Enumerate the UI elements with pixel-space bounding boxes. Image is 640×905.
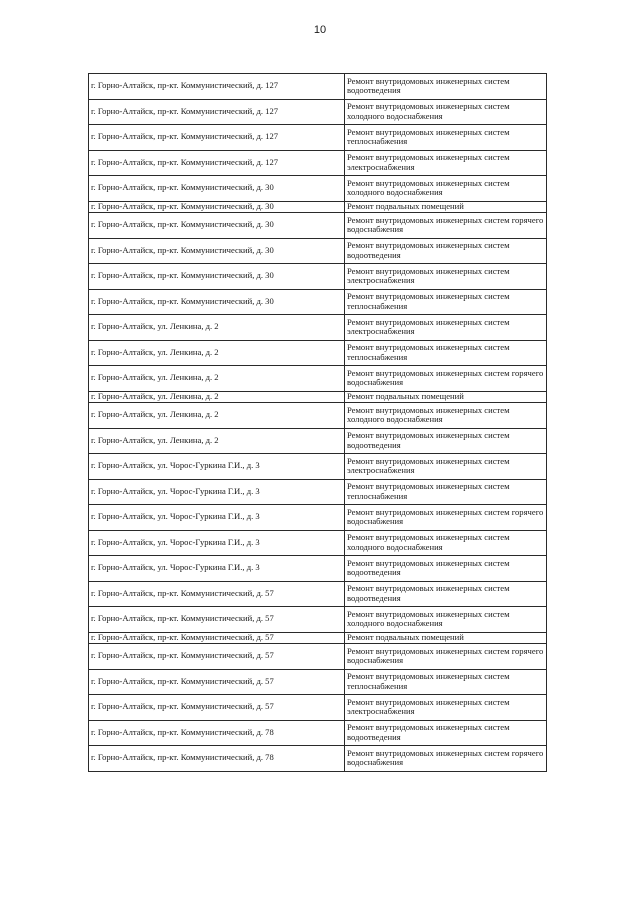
work-type-cell: Ремонт подвальных помещений	[345, 632, 547, 644]
address-cell: г. Горно-Алтайск, ул. Чорос-Гуркина Г.И., д. 3	[89, 505, 345, 531]
address-cell: г. Горно-Алтайск, ул. Ленкина, д. 2	[89, 391, 345, 403]
address-cell: г. Горно-Алтайск, пр-кт. Коммунистический, д. 30	[89, 176, 345, 202]
table-row	[89, 669, 547, 695]
work-type-cell: Ремонт подвальных помещений	[345, 201, 547, 213]
address-cell: г. Горно-Алтайск, пр-кт. Коммунистический, д. 127	[89, 150, 345, 176]
work-type-cell: Ремонт внутридомовых инженерных систем горячего водоснабжения	[345, 366, 547, 392]
table-row	[89, 644, 547, 670]
work-type-cell: Ремонт внутридомовых инженерных систем теплоснабжения	[345, 340, 547, 366]
table-row	[89, 556, 547, 582]
page-number: 10	[313, 24, 327, 36]
work-type-cell: Ремонт внутридомовых инженерных систем холодного водоснабжения	[345, 176, 547, 202]
table-row	[89, 428, 547, 454]
table-row	[89, 99, 547, 125]
work-type-cell: Ремонт внутридомовых инженерных систем водоотведения	[345, 238, 547, 264]
address-cell: г. Горно-Алтайск, пр-кт. Коммунистический, д. 57	[89, 695, 345, 721]
table-row	[89, 530, 547, 556]
work-type-cell: Ремонт внутридомовых инженерных систем электроснабжения	[345, 264, 547, 290]
table-row	[89, 479, 547, 505]
table-row	[89, 391, 547, 403]
address-cell: г. Горно-Алтайск, ул. Чорос-Гуркина Г.И., д. 3	[89, 556, 345, 582]
table-row	[89, 264, 547, 290]
work-type-cell: Ремонт внутридомовых инженерных систем холодного водоснабжения	[345, 99, 547, 125]
work-type-cell: Ремонт внутридомовых инженерных систем водоотведения	[345, 428, 547, 454]
work-type-cell: Ремонт внутридомовых инженерных систем электроснабжения	[345, 315, 547, 341]
work-type-cell: Ремонт внутридомовых инженерных систем горячего водоснабжения	[345, 644, 547, 670]
address-cell: г. Горно-Алтайск, пр-кт. Коммунистический, д. 57	[89, 669, 345, 695]
work-type-cell: Ремонт внутридомовых инженерных систем горячего водоснабжения	[345, 505, 547, 531]
table-row	[89, 74, 547, 100]
table-row	[89, 238, 547, 264]
table-row	[89, 632, 547, 644]
work-type-cell: Ремонт внутридомовых инженерных систем водоотведения	[345, 74, 547, 100]
work-type-cell: Ремонт внутридомовых инженерных систем теплоснабжения	[345, 669, 547, 695]
table-row	[89, 315, 547, 341]
address-cell: г. Горно-Алтайск, пр-кт. Коммунистический, д. 127	[89, 125, 345, 151]
table-body	[89, 74, 547, 772]
address-cell: г. Горно-Алтайск, ул. Ленкина, д. 2	[89, 403, 345, 429]
address-cell: г. Горно-Алтайск, ул. Ленкина, д. 2	[89, 340, 345, 366]
address-cell: г. Горно-Алтайск, ул. Ленкина, д. 2	[89, 366, 345, 392]
work-type-cell: Ремонт подвальных помещений	[345, 391, 547, 403]
work-type-cell: Ремонт внутридомовых инженерных систем холодного водоснабжения	[345, 607, 547, 633]
table-row	[89, 746, 547, 772]
table-row	[89, 403, 547, 429]
table-row	[89, 607, 547, 633]
address-cell: г. Горно-Алтайск, пр-кт. Коммунистический, д. 57	[89, 644, 345, 670]
table-row	[89, 695, 547, 721]
address-cell: г. Горно-Алтайск, пр-кт. Коммунистический, д. 127	[89, 99, 345, 125]
work-type-cell: Ремонт внутридомовых инженерных систем горячего водоснабжения	[345, 746, 547, 772]
table-row	[89, 505, 547, 531]
address-cell: г. Горно-Алтайск, пр-кт. Коммунистический, д. 30	[89, 213, 345, 239]
table-row	[89, 581, 547, 607]
address-cell: г. Горно-Алтайск, ул. Чорос-Гуркина Г.И., д. 3	[89, 454, 345, 480]
address-cell: г. Горно-Алтайск, пр-кт. Коммунистический, д. 57	[89, 632, 345, 644]
address-cell: г. Горно-Алтайск, ул. Ленкина, д. 2	[89, 315, 345, 341]
table-row	[89, 125, 547, 151]
table-row	[89, 289, 547, 315]
address-cell: г. Горно-Алтайск, пр-кт. Коммунистический, д. 57	[89, 607, 345, 633]
repair-table	[88, 73, 547, 772]
address-cell: г. Горно-Алтайск, ул. Ленкина, д. 2	[89, 428, 345, 454]
work-type-cell: Ремонт внутридомовых инженерных систем холодного водоснабжения	[345, 403, 547, 429]
address-cell: г. Горно-Алтайск, пр-кт. Коммунистический, д. 127	[89, 74, 345, 100]
address-cell: г. Горно-Алтайск, пр-кт. Коммунистический, д. 30	[89, 289, 345, 315]
work-type-cell: Ремонт внутридомовых инженерных систем теплоснабжения	[345, 289, 547, 315]
work-type-cell: Ремонт внутридомовых инженерных систем водоотведения	[345, 720, 547, 746]
address-cell: г. Горно-Алтайск, пр-кт. Коммунистический, д. 30	[89, 201, 345, 213]
address-cell: г. Горно-Алтайск, пр-кт. Коммунистический, д. 57	[89, 581, 345, 607]
address-cell: г. Горно-Алтайск, ул. Чорос-Гуркина Г.И., д. 3	[89, 479, 345, 505]
address-cell: г. Горно-Алтайск, пр-кт. Коммунистический, д. 30	[89, 238, 345, 264]
address-cell: г. Горно-Алтайск, пр-кт. Коммунистический, д. 78	[89, 746, 345, 772]
table-row	[89, 201, 547, 213]
address-cell: г. Горно-Алтайск, пр-кт. Коммунистический, д. 30	[89, 264, 345, 290]
work-type-cell: Ремонт внутридомовых инженерных систем горячего водоснабжения	[345, 213, 547, 239]
address-cell: г. Горно-Алтайск, пр-кт. Коммунистический, д. 78	[89, 720, 345, 746]
address-cell: г. Горно-Алтайск, ул. Чорос-Гуркина Г.И., д. 3	[89, 530, 345, 556]
work-type-cell: Ремонт внутридомовых инженерных систем водоотведения	[345, 556, 547, 582]
work-type-cell: Ремонт внутридомовых инженерных систем теплоснабжения	[345, 125, 547, 151]
table-row	[89, 213, 547, 239]
table-row	[89, 720, 547, 746]
table-row	[89, 340, 547, 366]
work-type-cell: Ремонт внутридомовых инженерных систем электроснабжения	[345, 150, 547, 176]
table-row	[89, 454, 547, 480]
table-row	[89, 366, 547, 392]
work-type-cell: Ремонт внутридомовых инженерных систем электроснабжения	[345, 454, 547, 480]
work-type-cell: Ремонт внутридомовых инженерных систем водоотведения	[345, 581, 547, 607]
table-row	[89, 150, 547, 176]
table-row	[89, 176, 547, 202]
work-type-cell: Ремонт внутридомовых инженерных систем электроснабжения	[345, 695, 547, 721]
work-type-cell: Ремонт внутридомовых инженерных систем холодного водоснабжения	[345, 530, 547, 556]
work-type-cell: Ремонт внутридомовых инженерных систем теплоснабжения	[345, 479, 547, 505]
